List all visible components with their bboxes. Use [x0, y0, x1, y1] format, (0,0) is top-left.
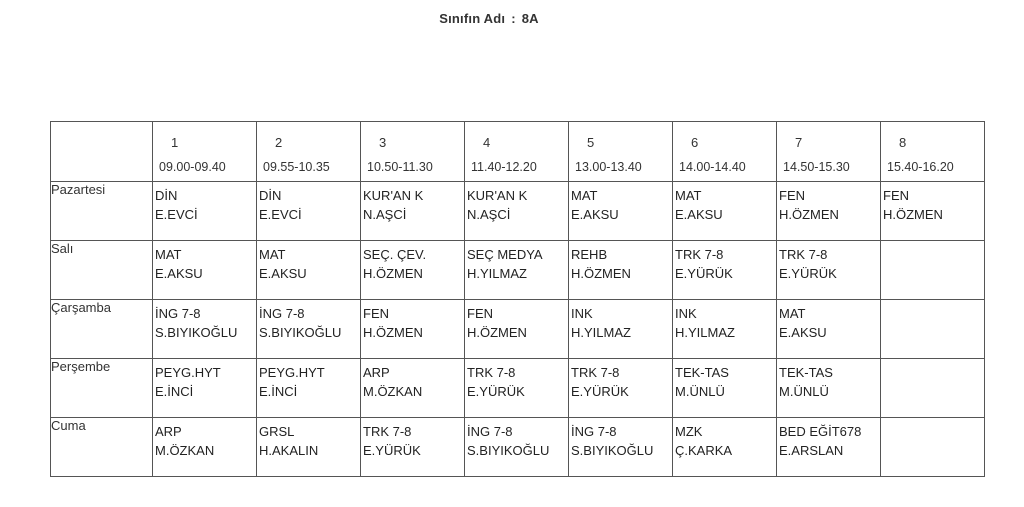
period-number: 5 — [587, 135, 595, 150]
schedule-cell — [257, 359, 361, 418]
teacher-name: E.AKSU — [259, 266, 307, 281]
period-time: 09.00-09.40 — [159, 160, 226, 174]
teacher-name: E.EVCİ — [259, 207, 302, 222]
teacher-name: H.YILMAZ — [571, 325, 631, 340]
period-header-1 — [153, 122, 257, 182]
teacher-name: E.AKSU — [779, 325, 827, 340]
lesson-name: MAT — [675, 188, 702, 203]
lesson-name: MZK — [675, 424, 703, 439]
teacher-name: S.BIYIKOĞLU — [467, 443, 550, 458]
period-number: 4 — [483, 135, 491, 150]
schedule-cell — [153, 182, 257, 241]
lesson-name: İNG 7-8 — [467, 424, 513, 439]
lesson-name: TRK 7-8 — [363, 424, 412, 439]
schedule-cell — [465, 359, 569, 418]
schedule-cell — [153, 359, 257, 418]
period-time: 09.55-10.35 — [263, 160, 330, 174]
period-number: 8 — [899, 135, 907, 150]
schedule-cell — [465, 241, 569, 300]
period-header-4 — [465, 122, 569, 182]
schedule-cell — [361, 359, 465, 418]
teacher-name: N.AŞCİ — [363, 207, 407, 222]
day-row — [51, 241, 985, 300]
teacher-name: H.AKALIN — [259, 443, 319, 458]
schedule-cell — [777, 182, 881, 241]
teacher-name: H.ÖZMEN — [571, 266, 631, 281]
teacher-name: E.İNCİ — [155, 384, 194, 399]
period-time: 11.40-12.20 — [471, 160, 537, 174]
lesson-name: FEN — [779, 188, 805, 203]
teacher-name: S.BIYIKOĞLU — [259, 325, 342, 340]
lesson-name: FEN — [363, 306, 389, 321]
period-time: 10.50-11.30 — [367, 160, 433, 174]
teacher-name: H.ÖZMEN — [467, 325, 527, 340]
lesson-name: INK — [571, 306, 593, 321]
lesson-name: FEN — [883, 188, 909, 203]
lesson-name: MAT — [779, 306, 806, 321]
schedule-cell — [153, 418, 257, 477]
schedule-cell — [153, 300, 257, 359]
schedule-cell — [881, 418, 985, 477]
lesson-name: PEYG.HYT — [259, 365, 325, 380]
period-number: 6 — [691, 135, 699, 150]
day-row — [51, 418, 985, 477]
period-header-row — [51, 122, 985, 182]
schedule-cell — [881, 241, 985, 300]
period-number: 7 — [795, 135, 803, 150]
schedule-cell — [361, 300, 465, 359]
teacher-name: M.ÜNLÜ — [675, 384, 725, 399]
schedule-cell — [881, 182, 985, 241]
period-number: 2 — [275, 135, 283, 150]
class-name-value: 8A — [521, 11, 539, 26]
schedule-cell — [777, 359, 881, 418]
schedule-cell — [465, 418, 569, 477]
teacher-name: H.ÖZMEN — [883, 207, 943, 222]
teacher-name: E.AKSU — [155, 266, 203, 281]
day-row — [51, 182, 985, 241]
teacher-name: M.ÖZKAN — [363, 384, 423, 399]
schedule-cell — [361, 241, 465, 300]
lesson-name: TEK-TAS — [675, 365, 729, 380]
teacher-name: E.YÜRÜK — [675, 266, 733, 281]
teacher-name: E.ARSLAN — [779, 443, 844, 458]
schedule-cell — [569, 359, 673, 418]
schedule-cell — [257, 300, 361, 359]
teacher-name: M.ÖZKAN — [155, 443, 215, 458]
lesson-name: ARP — [363, 365, 390, 380]
schedule-cell — [465, 300, 569, 359]
schedule-cell — [777, 241, 881, 300]
corner-cell — [51, 122, 153, 182]
teacher-name: H.ÖZMEN — [363, 266, 423, 281]
schedule-cell — [569, 300, 673, 359]
schedule-cell — [569, 418, 673, 477]
schedule-cell — [569, 182, 673, 241]
schedule-cell — [777, 418, 881, 477]
title-colon: : — [511, 11, 516, 26]
teacher-name: Ç.KARKA — [675, 443, 733, 458]
lesson-name: TRK 7-8 — [779, 247, 828, 262]
lesson-name: BED EĞİT678 — [779, 424, 862, 439]
teacher-name: S.BIYIKOĞLU — [571, 443, 654, 458]
period-number: 1 — [171, 135, 179, 150]
lesson-name: SEÇ. ÇEV. — [363, 247, 427, 262]
lesson-name: MAT — [155, 247, 182, 262]
lesson-name: INK — [675, 306, 697, 321]
schedule-cell — [257, 182, 361, 241]
schedule-cell — [673, 182, 777, 241]
schedule-cell — [673, 359, 777, 418]
period-time: 15.40-16.20 — [887, 160, 954, 174]
period-header-7 — [777, 122, 881, 182]
day-name: Çarşamba — [51, 300, 153, 359]
teacher-name: H.ÖZMEN — [363, 325, 423, 340]
schedule-cell — [257, 418, 361, 477]
lesson-name: MAT — [571, 188, 598, 203]
day-row — [51, 359, 985, 418]
lesson-name: DİN — [259, 188, 282, 203]
schedule-table — [50, 121, 985, 477]
schedule-cell — [361, 418, 465, 477]
schedule-cell — [569, 241, 673, 300]
schedule-cell — [881, 300, 985, 359]
lesson-name: TRK 7-8 — [675, 247, 724, 262]
teacher-name: N.AŞCİ — [467, 207, 511, 222]
lesson-name: PEYG.HYT — [155, 365, 221, 380]
page-title — [0, 11, 978, 26]
day-row — [51, 300, 985, 359]
lesson-name: TRK 7-8 — [467, 365, 516, 380]
lesson-name: MAT — [259, 247, 286, 262]
teacher-name: S.BIYIKOĞLU — [155, 325, 238, 340]
lesson-name: TEK-TAS — [779, 365, 833, 380]
lesson-name: KUR'AN K — [467, 188, 528, 203]
lesson-name: FEN — [467, 306, 493, 321]
schedule-cell — [777, 300, 881, 359]
teacher-name: E.EVCİ — [155, 207, 198, 222]
day-name: Pazartesi — [51, 182, 153, 241]
period-time: 14.50-15.30 — [783, 160, 850, 174]
teacher-name: E.YÜRÜK — [467, 384, 525, 399]
teacher-name: H.ÖZMEN — [779, 207, 839, 222]
schedule-cell — [361, 182, 465, 241]
lesson-name: KUR'AN K — [363, 188, 424, 203]
period-header-6 — [673, 122, 777, 182]
schedule-cell — [673, 241, 777, 300]
period-header-2 — [257, 122, 361, 182]
teacher-name: E.YÜRÜK — [363, 443, 421, 458]
lesson-name: İNG 7-8 — [259, 306, 305, 321]
teacher-name: H.YILMAZ — [675, 325, 735, 340]
teacher-name: E.İNCİ — [259, 384, 298, 399]
teacher-name: E.YÜRÜK — [779, 266, 837, 281]
day-name: Salı — [51, 241, 153, 300]
lesson-name: DİN — [155, 188, 178, 203]
lesson-name: REHB — [571, 247, 608, 262]
teacher-name: E.YÜRÜK — [571, 384, 629, 399]
period-header-5 — [569, 122, 673, 182]
lesson-name: TRK 7-8 — [571, 365, 620, 380]
lesson-name: İNG 7-8 — [571, 424, 617, 439]
schedule-cell — [257, 241, 361, 300]
lesson-name: SEÇ MEDYA — [467, 247, 543, 262]
period-header-3 — [361, 122, 465, 182]
lesson-name: ARP — [155, 424, 182, 439]
period-time: 13.00-13.40 — [575, 160, 642, 174]
class-name-label: Sınıfın Adı — [439, 11, 506, 26]
schedule-cell — [465, 182, 569, 241]
teacher-name: M.ÜNLÜ — [779, 384, 829, 399]
lesson-name: İNG 7-8 — [155, 306, 201, 321]
period-number: 3 — [379, 135, 387, 150]
teacher-name: E.AKSU — [571, 207, 619, 222]
teacher-name: E.AKSU — [675, 207, 723, 222]
schedule-cell — [673, 418, 777, 477]
schedule-cell — [153, 241, 257, 300]
schedule-cell — [673, 300, 777, 359]
period-header-8 — [881, 122, 985, 182]
schedule-cell — [881, 359, 985, 418]
day-name: Cuma — [51, 418, 153, 477]
period-time: 14.00-14.40 — [679, 160, 746, 174]
teacher-name: H.YILMAZ — [467, 266, 527, 281]
day-name: Perşembe — [51, 359, 153, 418]
lesson-name: GRSL — [259, 424, 295, 439]
